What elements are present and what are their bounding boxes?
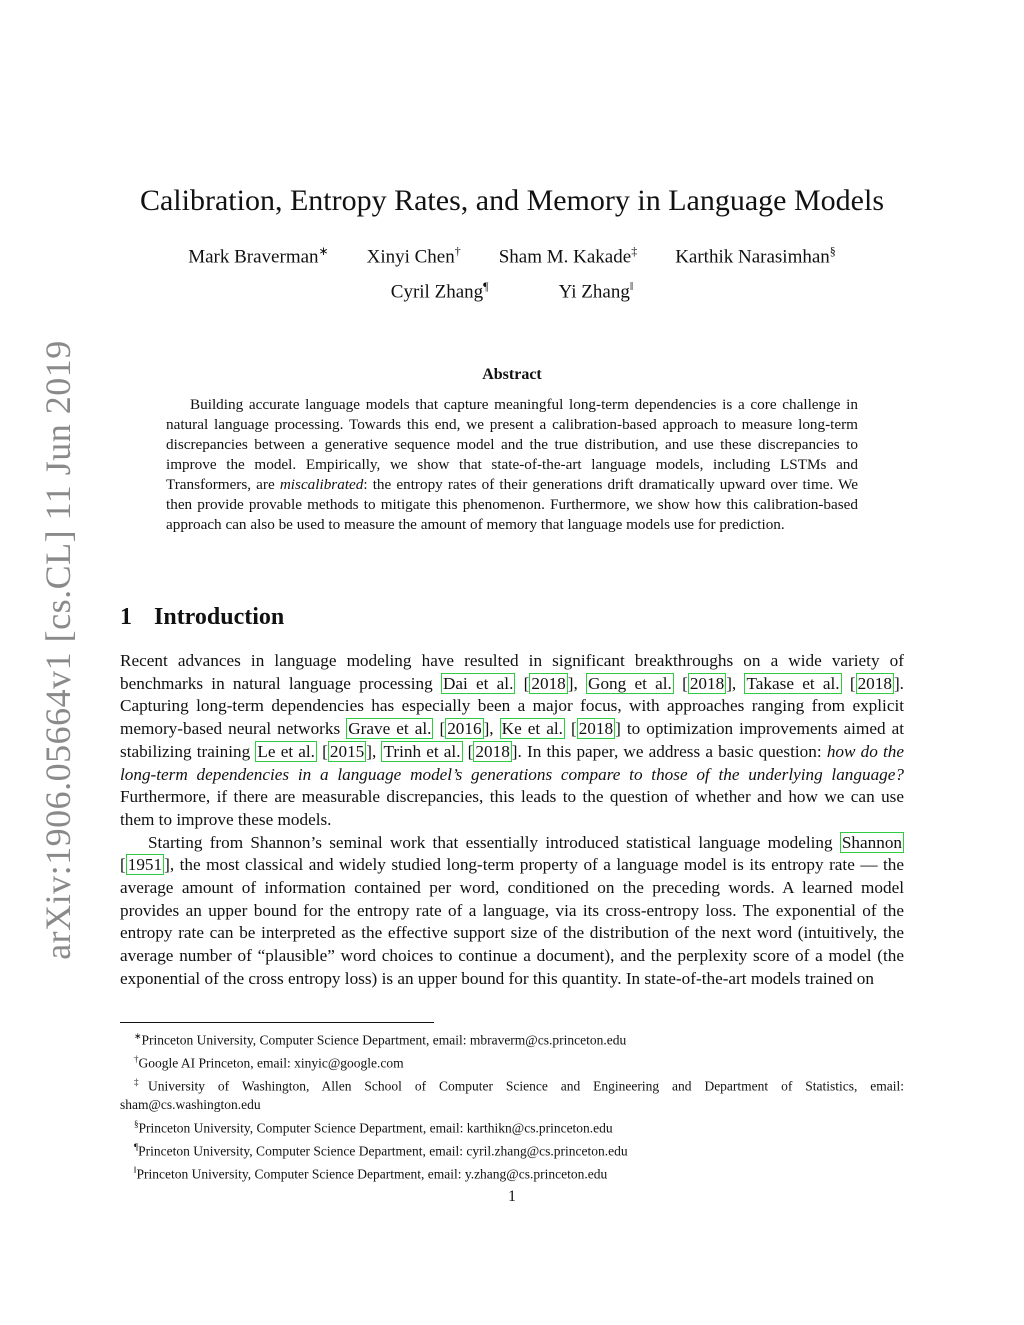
footnote-mark: ‖ bbox=[134, 1164, 137, 1175]
text-run: ] to optimization improvements aimed at stabilizing training bbox=[120, 719, 904, 761]
section-heading bbox=[120, 604, 284, 631]
citation-grave-link[interactable]: Grave et al. bbox=[348, 719, 432, 739]
text-run: ], the most classical and widely studied long-term property of a language model is its entropy rate — the average amount of information contained per word, conditioned on the preceding words. A learned model provides an upper bound for the entropy rate of a language, via its cross-entropy loss. The exponential of the entropy rate can be interpreted as the effective support size of the distribution of the next word (intuitively, the average number of “plausible” word choices to continue a document), and the perplexity score of a model (the exponential of the cross entropy loss) is an upper bound for this quantity. In state-of-the-art models trained on bbox=[120, 855, 904, 988]
citation-gong-year-link[interactable]: 2018 bbox=[689, 673, 725, 693]
footnote-text: Princeton University, Computer Science Department, email: karthikn@cs.princeton.edu bbox=[138, 1120, 613, 1135]
footnote-mark: † bbox=[134, 1054, 139, 1064]
author-chen bbox=[367, 244, 461, 268]
footnote-rule bbox=[120, 1022, 434, 1023]
arxiv-side-stamp: arXiv:1906.05664v1 [cs.CL] 11 Jun 2019 bbox=[38, 340, 78, 960]
footnote-4 bbox=[120, 1115, 904, 1138]
citation-dai-link[interactable]: Dai et al. bbox=[442, 673, 514, 693]
text-run: ]. In this paper, we address a basic question: bbox=[511, 741, 827, 761]
footnote-mark: ‡ bbox=[134, 1077, 149, 1087]
citation-ke-link[interactable]: Ke et al. bbox=[501, 719, 563, 739]
footnote-text: Google AI Princeton, email: xinyic@google.com bbox=[138, 1055, 404, 1071]
footnote-1 bbox=[120, 1027, 904, 1050]
text-run: ], bbox=[483, 719, 500, 739]
intro-paragraph-1: Recent advances in language modeling have resulted in significant breakthroughs on a wide variety of benchmarks in natural language processing Dai et al. [ 2018 ], Gong et al. [ 2018 ], Takase et al. [ 2018 ]. Capturing long-term dependencies has especially been a major focus, with approaches ranging from explicit memory-based neural networks Grave et al. [ 2016 ], Ke et al. [ 2018 ] to optimization improvements aimed at stabilizing training Le et al. [ 2015 ], Trinh et al. [ 2018 ]. In this paper, we address a basic question: how do the long-term dependencies in a language model’s generations compare to those of the underlying language? Furthermore, if there are measurable discrepancies, this leads to the question of whether and how we can use them to improve these models. bbox=[120, 651, 904, 829]
citation-takase-year-link[interactable]: 2018 bbox=[857, 673, 892, 693]
text-run: ], bbox=[726, 673, 745, 693]
author-braverman bbox=[188, 244, 328, 268]
research-question: how do the long-term dependencies in a language model’s generations compare to those of the underlying language? bbox=[120, 741, 904, 784]
footnote-mark: ∗ bbox=[134, 1031, 142, 1041]
footnote-mark: ¶ bbox=[134, 1141, 139, 1152]
abstract-text bbox=[166, 395, 858, 535]
authors-row-2 bbox=[120, 279, 904, 303]
footnote-text: Princeton University, Computer Science Department, email: mbraverm@cs.princeton.edu bbox=[141, 1032, 627, 1048]
text-run: ]. Capturing long-term dependencies has especially been a major focus, with approaches ranging from explicit memory-based neural networks bbox=[120, 673, 904, 739]
abstract-emphasis: miscalibrated bbox=[279, 476, 364, 493]
intro-paragraph-2: Starting from Shannon’s seminal work that essentially introduced statistical language modeling Shannon [ 1951 ], the most classical and widely studied long-term property of a language model is its entropy rate — the average amount of information contained per word, conditioned on the preceding words. A learned model provides an upper bound for the entropy rate of a language, via its cross-entropy loss. The exponential of the entropy rate can be interpreted as the effective support size of the distribution of the next word (intuitively, the average number of “plausible” word choices to continue a document), and the perplexity score of a model (the exponential of the cross entropy loss) is an upper bound for this quantity. In state-of-the-art models trained on bbox=[120, 832, 904, 988]
footnote-text: University of Washington, Allen School of Computer Science and Engineering and Department of Statistics, email: sham@cs.washington.edu bbox=[120, 1078, 904, 1112]
citation-trinh-year-link[interactable]: 2018 bbox=[475, 741, 510, 761]
footnote-2 bbox=[120, 1050, 904, 1073]
citation-le-year-link[interactable]: 2015 bbox=[329, 741, 365, 761]
footnote-5 bbox=[120, 1138, 904, 1161]
author-kakade bbox=[499, 244, 637, 268]
authors-row-1 bbox=[120, 244, 904, 268]
author-mark: ‡ bbox=[631, 244, 638, 258]
abstract-part: : the entropy rates of their generations drift dramatically upward over time. We then provide provable methods to mitigate this phenomenon. Furthermore, we show how this calibration-based approach can also be used to measure the amount of memory that language models use for prediction. bbox=[166, 476, 858, 533]
introduction-body bbox=[120, 650, 904, 991]
footnotes bbox=[120, 1027, 904, 1184]
author-narasimhan bbox=[675, 244, 836, 268]
author-name: Cyril Zhang bbox=[390, 281, 484, 303]
author-mark: ‖ bbox=[629, 279, 634, 293]
footnote-6 bbox=[120, 1161, 904, 1184]
author-mark: § bbox=[829, 244, 836, 258]
citation-shannon-link[interactable]: Shannon bbox=[841, 832, 902, 852]
author-name: Xinyi Chen bbox=[366, 246, 455, 268]
author-cyril-zhang bbox=[391, 279, 489, 303]
author-name: Karthik Narasimhan bbox=[675, 246, 830, 268]
paper-title: Calibration, Entropy Rates, and Memory in Language Models bbox=[139, 184, 884, 217]
section-number: 1 bbox=[120, 604, 132, 630]
text-run: ], bbox=[567, 673, 587, 693]
author-mark: ∗ bbox=[318, 244, 329, 258]
citation-ke-year-link[interactable]: 2018 bbox=[578, 719, 614, 739]
text-run: Recent advances in language modeling have resulted in significant breakthroughs on a wide variety of benchmarks in natural language processing bbox=[120, 651, 904, 693]
citation-dai-year-link[interactable]: 2018 bbox=[531, 673, 566, 693]
author-name: Sham M. Kakade bbox=[498, 246, 632, 268]
citation-grave-year-link[interactable]: 2016 bbox=[447, 719, 482, 739]
text-run: ], bbox=[366, 741, 382, 761]
author-mark: † bbox=[454, 244, 461, 258]
citation-gong-link[interactable]: Gong et al. bbox=[588, 673, 672, 693]
footnote-mark: § bbox=[134, 1118, 139, 1129]
abstract-part: Building accurate language models that capture meaningful long-term dependencies is a core challenge in natural language processing. Towards this end, we present a calibration-based approach to measure long-term discrepancies between a generative sequence model and the true distribution, and use these discrepancies to improve the model. Empirically, we show that state-of-the-art language models, including LSTMs and Transformers, are bbox=[166, 396, 858, 493]
footnote-text: Princeton University, Computer Science Department, email: cyril.zhang@cs.princeton.edu bbox=[138, 1143, 628, 1158]
author-name: Mark Braverman bbox=[188, 246, 319, 268]
author-yi-zhang bbox=[559, 279, 634, 303]
footnote-text: Princeton University, Computer Science Department, email: y.zhang@cs.princeton.edu bbox=[136, 1166, 608, 1181]
author-mark: ¶ bbox=[483, 279, 489, 293]
citation-trinh-link[interactable]: Trinh et al. bbox=[383, 741, 461, 761]
citation-shannon-year-link[interactable]: 1951 bbox=[127, 855, 163, 875]
text-run: Furthermore, if there are measurable discrepancies, this leads to the question of whether and how we can use them to improve these models. bbox=[120, 787, 904, 829]
author-name: Yi Zhang bbox=[558, 281, 630, 303]
abstract-heading: Abstract bbox=[482, 366, 542, 383]
footnote-3 bbox=[120, 1073, 904, 1115]
citation-takase-link[interactable]: Takase et al. bbox=[746, 673, 840, 693]
page-number: 1 bbox=[508, 1188, 516, 1205]
citation-le-link[interactable]: Le et al. bbox=[257, 741, 315, 761]
text-run: Starting from Shannon’s seminal work that essentially introduced statistical language modeling bbox=[148, 832, 840, 852]
section-title: Introduction bbox=[154, 604, 285, 630]
